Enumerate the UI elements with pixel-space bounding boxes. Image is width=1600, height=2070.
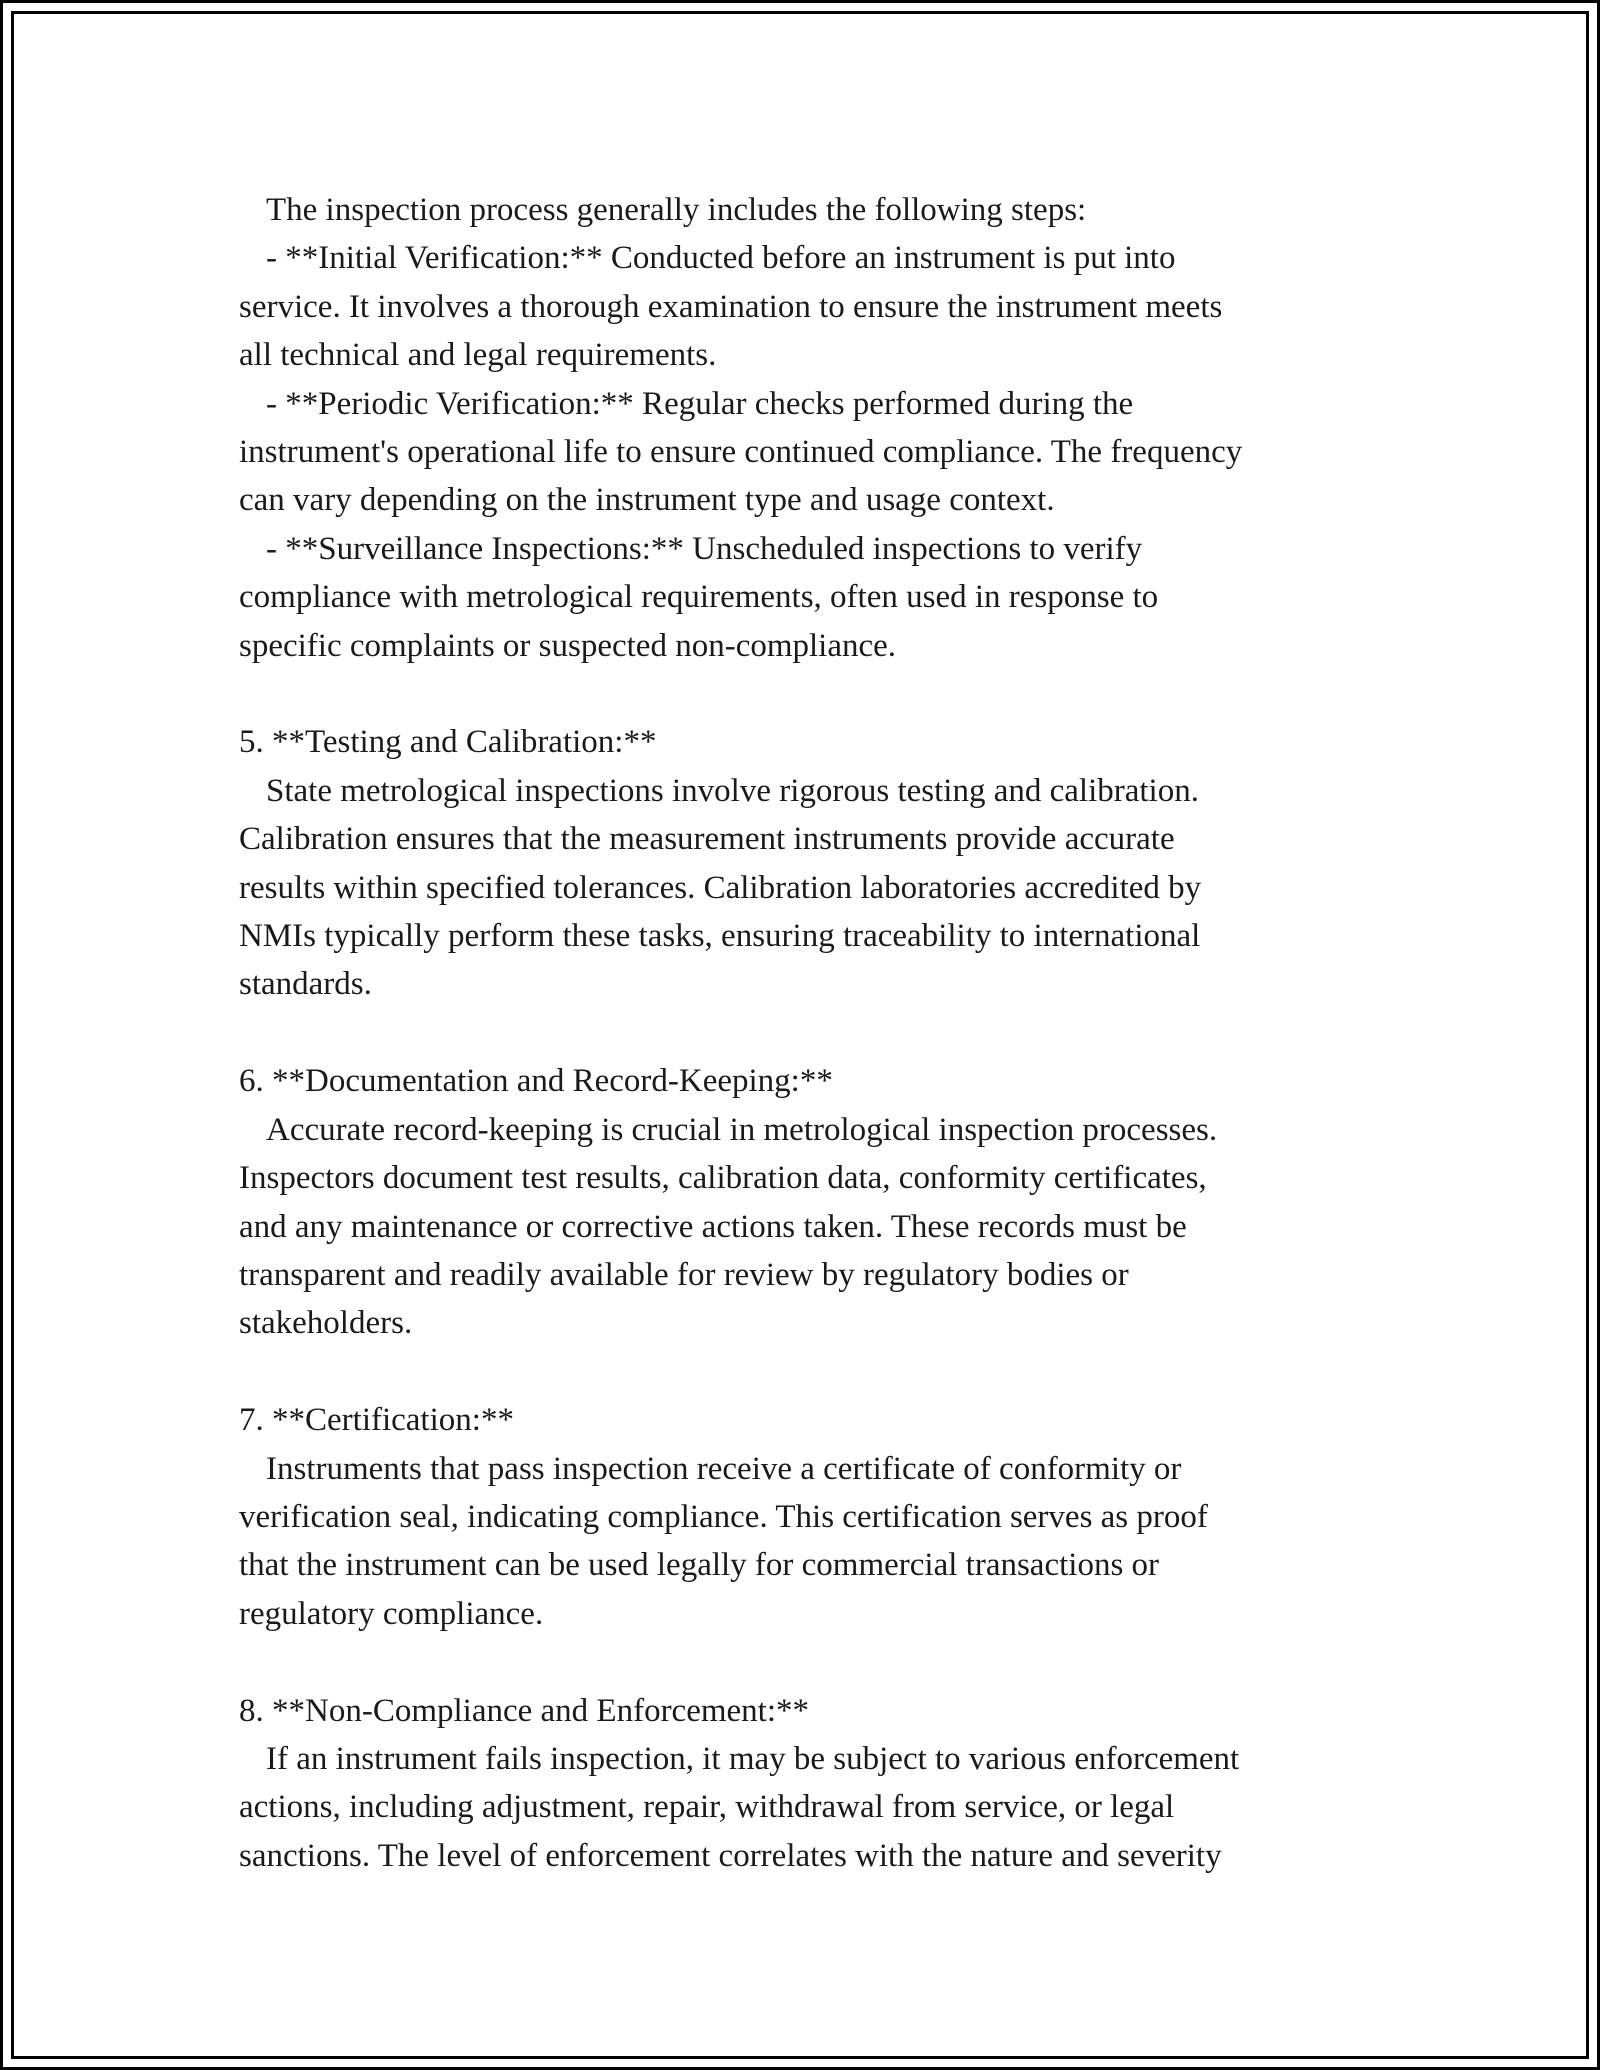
section-heading: 8. **Non-Compliance and Enforcement:** [239, 1692, 810, 1729]
text-line: Instruments that pass inspection receive a certificate of conformity or [266, 1450, 1182, 1487]
text-line: Calibration ensures that the measurement instruments provide accurate [239, 821, 1175, 858]
text-line: can vary depending on the instrument type and usage context. [239, 482, 1055, 519]
text-line: results within specified tolerances. Calibration laboratories accredited by [239, 869, 1202, 906]
text-line: - **Periodic Verification:** Regular checks performed during the [266, 385, 1134, 422]
section-heading: 5. **Testing and Calibration:** [239, 724, 657, 761]
text-line: NMIs typically perform these tasks, ensuring traceability to international [239, 918, 1201, 955]
section-documentation [239, 1057, 1379, 1347]
text-line: sanctions. The level of enforcement correlates with the nature and severity [239, 1837, 1222, 1874]
step-initial-verification [239, 234, 1379, 379]
text-line: specific complaints or suspected non-compliance. [239, 627, 897, 664]
text-line: - **Surveillance Inspections:** Unscheduled inspections to verify [266, 530, 1143, 567]
step-surveillance-inspections [239, 525, 1379, 670]
text-line: standards. [239, 966, 372, 1003]
paragraph-gap [239, 1348, 1379, 1396]
section-heading: 6. **Documentation and Record-Keeping:** [239, 1063, 833, 1100]
paragraph-gap [239, 1638, 1379, 1686]
text-line: that the instrument can be used legally for commercial transactions or [239, 1547, 1160, 1584]
text-line: service. It involves a thorough examination to ensure the instrument meets [239, 288, 1223, 325]
section-heading: 7. **Certification:** [239, 1402, 514, 1439]
section-non-compliance [239, 1687, 1379, 1881]
text-line: instrument's operational life to ensure continued compliance. The frequency [239, 434, 1243, 471]
text-line: If an instrument fails inspection, it may be subject to various enforcement [266, 1740, 1240, 1777]
text-line: State metrological inspections involve rigorous testing and calibration. [266, 772, 1199, 809]
text-line: regulatory compliance. [239, 1595, 544, 1632]
text-line: The inspection process generally includes the following steps: [266, 192, 1087, 228]
text-line: and any maintenance or corrective actions taken. These records must be [239, 1208, 1187, 1245]
section-certification [239, 1396, 1379, 1638]
text-line: transparent and readily available for review by regulatory bodies or [239, 1256, 1129, 1293]
section-testing-calibration [239, 718, 1379, 1008]
text-line: stakeholders. [239, 1305, 413, 1342]
text-line: verification seal, indicating compliance. This certification serves as proof [239, 1498, 1208, 1535]
text-line: - **Initial Verification:** Conducted before an instrument is put into [266, 240, 1176, 277]
text-line: Accurate record-keeping is crucial in metrological inspection processes. [266, 1111, 1218, 1148]
paragraph-gap [239, 1009, 1379, 1057]
text-line: actions, including adjustment, repair, withdrawal from service, or legal [239, 1789, 1175, 1826]
text-line: Inspectors document test results, calibration data, conformity certificates, [239, 1160, 1207, 1197]
document-body [239, 186, 1379, 1880]
text-line: all technical and legal requirements. [239, 337, 717, 374]
text-line: compliance with metrological requirements, often used in response to [239, 579, 1159, 616]
paragraph-gap [239, 670, 1379, 718]
intro-paragraph [239, 186, 1379, 234]
step-periodic-verification [239, 380, 1379, 525]
